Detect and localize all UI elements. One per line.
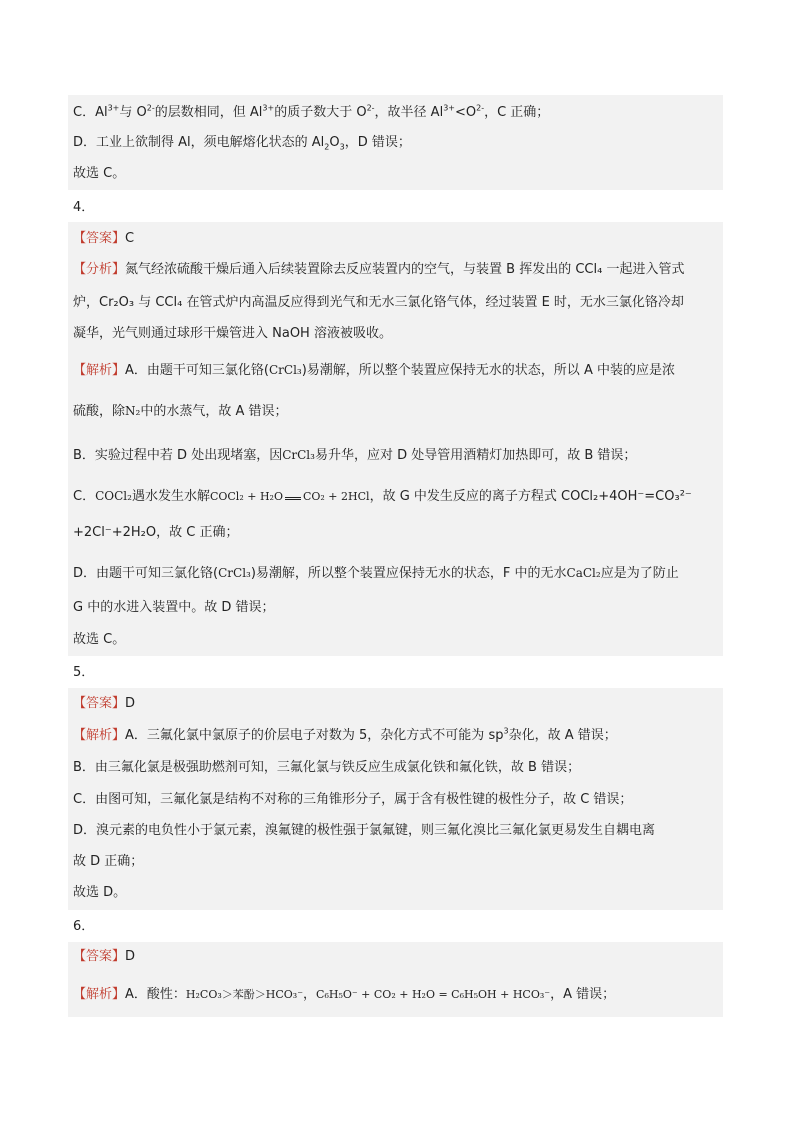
q4-option-d-line-2: G 中的水进入装置中。故 D 错误； [73, 600, 275, 615]
q3-option-c: C．$Al^{3+}$与 $O^{2-}$的层数相同，但 $Al^{3+}$的质子数大于 $O^{2-}$，故半径 $Al^{3+}<O^{2-}$，C 正确； [73, 103, 550, 120]
explain-tag: 【解析】 [73, 987, 126, 1002]
q5-option-d-line-2: 故 D 正确； [73, 854, 144, 869]
q4-option-c-line-1: C．COCl₂遇水发生水解COCl₂ + H₂O CO₂ + 2HCl，故 G 中发生反应的离子方程式 COCl₂+4OH⁻=CO₃²⁻ [73, 489, 692, 504]
q4-conclusion: 故选 C。 [73, 632, 126, 647]
q5-option-b: B．由三氟化氯是极强助燃剂可知，三氟化氯与铁反应生成氯化铁和氟化铁，故 B 错误； [73, 760, 581, 775]
phenoxide-equation: C₆H₅O⁻ + CO₂ + H₂O = C₆H₅OH + HCO₃⁻ [316, 988, 551, 1001]
q6-answer: 【答案】D [73, 949, 136, 964]
explain-tag: 【解析】 [73, 728, 126, 743]
q5-option-d-line-1: D．溴元素的电负性小于氯元素，溴氟键的极性强于氯氟键，则三氟化溴比三氟化氯更易发生自耦电离 [73, 823, 656, 838]
analysis-tag: 【分析】 [73, 262, 126, 277]
q4-answer [73, 230, 718, 248]
q5-answer: 【答案】D [73, 696, 136, 711]
q3-option-d: D．工业上欲制得 Al，须电解熔化状态的 $Al_2O_3$，D 错误； [73, 135, 411, 152]
q4-option-c-line-2: +2Cl⁻+2H₂O，故 C 正确； [73, 525, 239, 540]
q3-block [68, 95, 723, 190]
acidity-order: H₂CO₃＞苯酚＞HCO₃⁻ [185, 988, 304, 1001]
explain-tag: 【解析】 [73, 363, 126, 378]
q5-option-a: 【解析】A．三氟化氯中氯原子的价层电子对数为 5，杂化方式不可能为 $sp^3$杂化，故 A 错误； [73, 726, 617, 743]
q6-block [68, 942, 723, 1017]
answer-tag: 【答案】 [73, 231, 126, 246]
q4-analysis-line-2: 炉，Cr₂O₃ 与 CCl₄ 在管式炉内高温反应得到光气和无水三氯化铬气体，经过装置 E 时，无水三氯化铬冷却 [73, 295, 684, 310]
answer-tag: 【答案】 [73, 949, 126, 964]
q4-explain-a-line-2: 硫酸，除N₂中的水蒸气，故 A 错误； [73, 404, 288, 419]
q5-conclusion: 故选 D。 [73, 885, 127, 900]
q5-block [68, 688, 723, 910]
q4-option-b: B．实验过程中若 D 处出现堵塞，因CrCl₃易升华，应对 D 处导管用酒精灯加热即可，故 B 错误； [73, 448, 637, 463]
q6-option-a: 【解析】A．酸性：H₂CO₃＞苯酚＞HCO₃⁻，C₆H₅O⁻ + CO₂ + H₂O = C₆H₅OH + HCO₃⁻，A 错误； [73, 987, 616, 1002]
q4-analysis-line-1: 【分析】氮气经浓硫酸干燥后通入后续装置除去反应装置内的空气，与装置 B 挥发出的 CCl₄ 一起进入管式 [73, 262, 685, 277]
answer-value: C [125, 231, 135, 246]
q5-number: 5． [73, 665, 95, 680]
q4-option-d-line-1: D．由题干可知三氯化铬(CrCl₃)易潮解，所以整个装置应保持无水的状态，F 中的无水CaCl₂应是为了防止 [73, 566, 679, 581]
q4-number: 4． [73, 200, 95, 215]
answer-tag: 【答案】 [73, 696, 126, 711]
q4-explain-a-line-1: 【解析】A．由题干可知三氯化铬(CrCl₃)易潮解，所以整个装置应保持无水的状态，所以 A 中装的应是浓 [73, 363, 675, 378]
q3-conclusion: 故选 C。 [73, 166, 126, 181]
hydrolysis-equation: COCl₂ + H₂O CO₂ + 2HCl [209, 490, 370, 503]
q5-option-c: C．由图可知，三氟化氯是结构不对称的三角锥形分子，属于含有极性键的极性分子，故 C 错误； [73, 792, 633, 807]
q6-number: 6． [73, 919, 95, 934]
q4-analysis-line-3: 凝华，光气则通过球形干燥管进入 NaOH 溶液被吸收。 [73, 326, 392, 341]
q4-block [68, 222, 723, 656]
